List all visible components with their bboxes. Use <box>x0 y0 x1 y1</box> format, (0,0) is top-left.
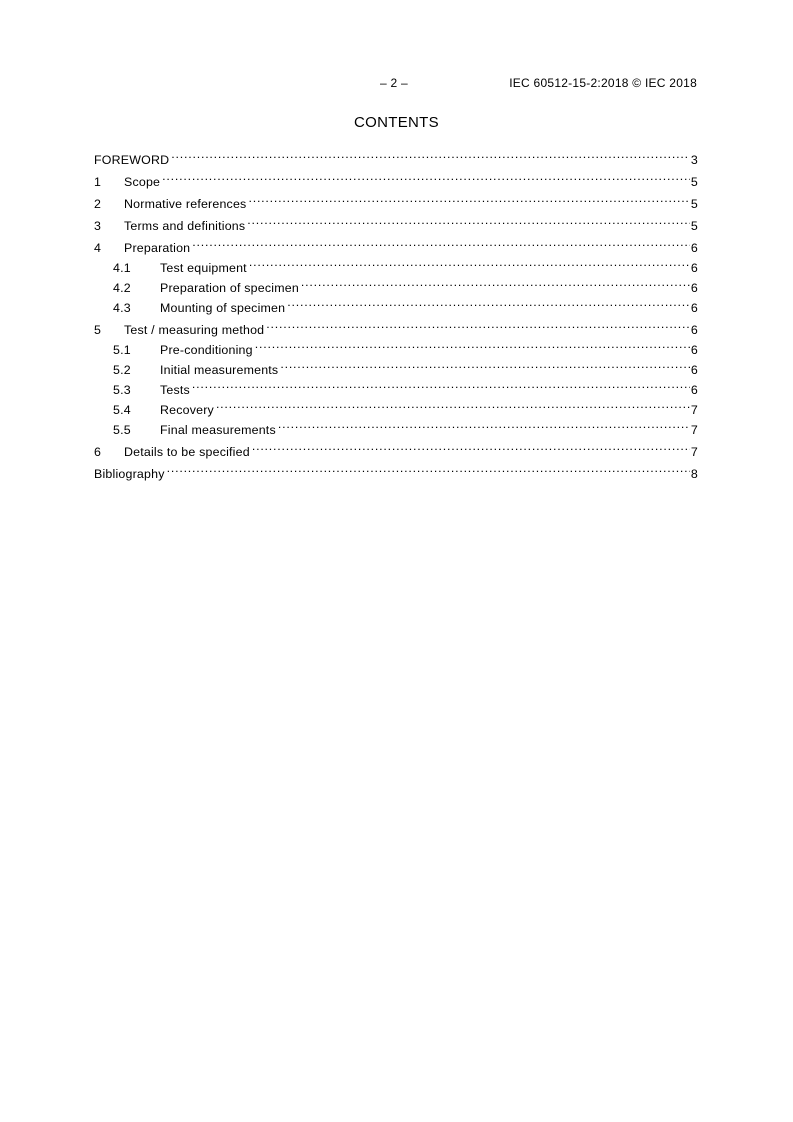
toc-dot-leader <box>192 232 690 252</box>
toc-dot-leader <box>192 374 690 394</box>
toc-entry-number: 4.1 <box>113 261 131 275</box>
toc-entry-page: 6 <box>690 343 698 357</box>
toc-entry-number: 5 <box>94 323 102 337</box>
toc-entry-title: Initial measurements <box>160 363 279 377</box>
toc-entry-title: Terms and definitions <box>124 219 246 233</box>
toc-entry-title: Test / measuring method <box>124 323 265 337</box>
toc-entry-page: 8 <box>690 467 698 481</box>
toc-entry-page: 5 <box>690 197 698 211</box>
toc-entry-title: FOREWORD <box>94 153 170 167</box>
toc-entry[interactable] <box>94 166 698 189</box>
toc-dot-leader <box>280 354 690 374</box>
toc-entry-number: 5.5 <box>113 423 131 437</box>
toc-dot-leader <box>301 272 690 292</box>
toc-entry-title: Tests <box>160 383 190 397</box>
toc-entry-number: 6 <box>94 445 102 459</box>
toc-entry-number: 5.3 <box>113 383 131 397</box>
toc-entry-title: Test equipment <box>160 261 247 275</box>
toc-dot-leader <box>278 414 690 434</box>
toc-entry-page: 7 <box>690 403 698 417</box>
toc-entry-number: 1 <box>94 175 102 189</box>
toc-dot-leader <box>167 458 690 478</box>
toc-entry-number: 4 <box>94 241 102 255</box>
toc-entry[interactable] <box>94 458 698 481</box>
toc-entry-title: Details to be specified <box>124 445 250 459</box>
toc-entry-page: 6 <box>690 261 698 275</box>
toc-entry-page: 6 <box>690 241 698 255</box>
toc-entry-page: 6 <box>690 323 698 337</box>
toc-entry-page: 6 <box>690 383 698 397</box>
toc-dot-leader <box>247 210 690 230</box>
toc-dot-leader <box>287 292 690 312</box>
toc-entry-title: Preparation <box>124 241 191 255</box>
toc-entry-title: Pre-conditioning <box>160 343 253 357</box>
toc-entry-number: 2 <box>94 197 102 211</box>
toc-entry-page: 5 <box>690 175 698 189</box>
toc-entry-number: 3 <box>94 219 102 233</box>
toc-entry-number: 5.4 <box>113 403 131 417</box>
toc-dot-leader <box>162 166 690 186</box>
toc-entry-title: Mounting of specimen <box>160 301 286 315</box>
document-id: IEC 60512-15-2:2018 © IEC 2018 <box>509 76 697 90</box>
toc-dot-leader <box>255 334 690 354</box>
toc-entry-page: 3 <box>690 153 698 167</box>
toc-dot-leader <box>248 188 689 208</box>
toc-dot-leader <box>249 252 690 272</box>
contents-title: CONTENTS <box>354 114 439 131</box>
toc-dot-leader <box>216 394 690 414</box>
toc-entry-title: Scope <box>124 175 161 189</box>
toc-entry[interactable] <box>94 188 698 211</box>
toc-dot-leader <box>266 314 690 334</box>
toc-dot-leader <box>171 144 690 164</box>
toc-dot-leader <box>252 436 690 456</box>
toc-entry-number: 4.3 <box>113 301 131 315</box>
toc-entry-title: Recovery <box>160 403 214 417</box>
toc-entry-title: Normative references <box>124 197 247 211</box>
toc-entry-number: 5.1 <box>113 343 131 357</box>
toc-entry-number: 4.2 <box>113 281 131 295</box>
table-of-contents <box>94 144 698 481</box>
toc-entry-title: Final measurements <box>160 423 276 437</box>
toc-entry-number: 5.2 <box>113 363 131 377</box>
toc-entry-page: 5 <box>690 219 698 233</box>
toc-entry-page: 6 <box>690 363 698 377</box>
page-header <box>0 76 793 92</box>
toc-entry-page: 6 <box>690 281 698 295</box>
toc-entry-title: Bibliography <box>94 467 165 481</box>
page-number: – 2 – <box>380 76 408 90</box>
toc-entry-page: 7 <box>690 445 698 459</box>
toc-entry[interactable] <box>94 144 698 167</box>
toc-entry-page: 6 <box>690 301 698 315</box>
toc-entry-page: 7 <box>690 423 698 437</box>
toc-entry-title: Preparation of specimen <box>160 281 299 295</box>
